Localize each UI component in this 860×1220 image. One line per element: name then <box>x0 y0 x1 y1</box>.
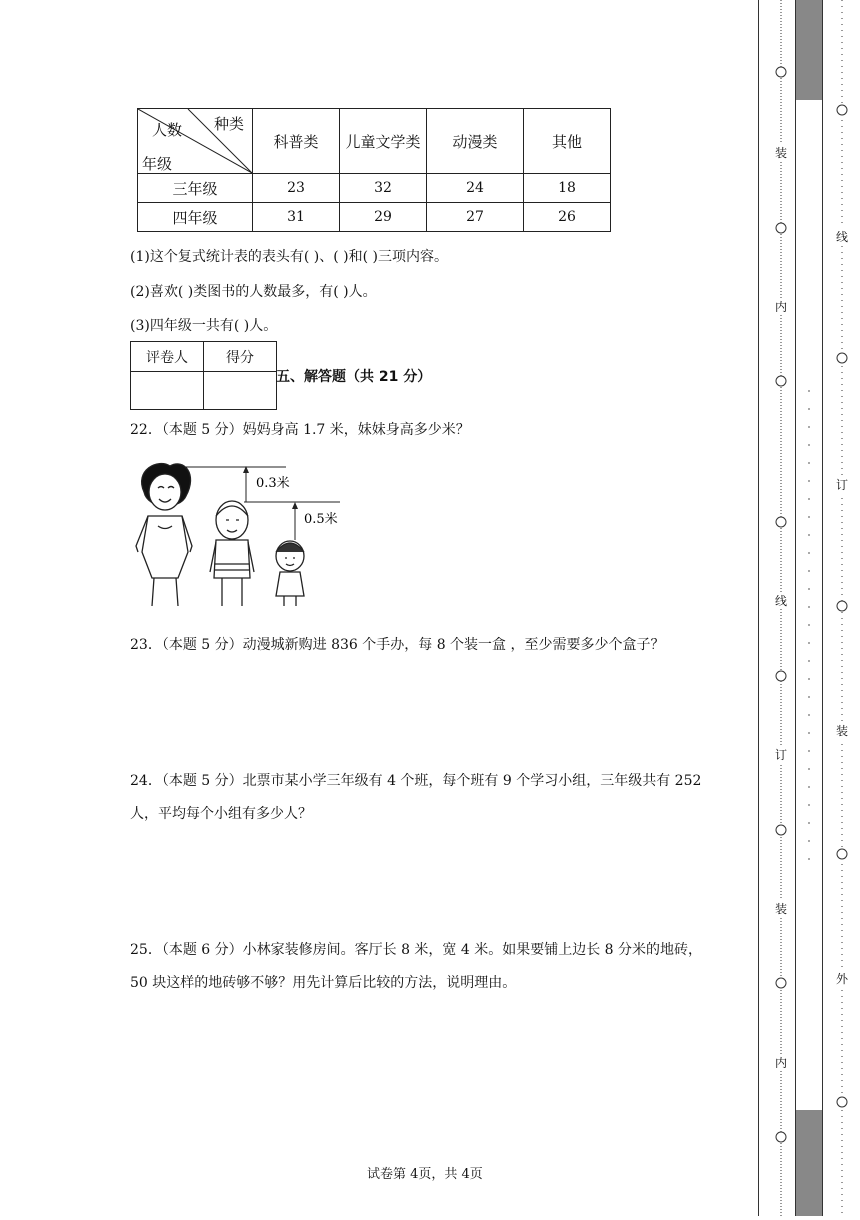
margin-char: 外 <box>836 972 849 986</box>
bar-dotted-line <box>796 0 822 1216</box>
margin-char: 线 <box>775 594 788 608</box>
height-diff-label-1: 0.3米 <box>256 476 290 491</box>
row-header: 三年级 <box>138 174 253 203</box>
binding-margin-outer <box>822 0 860 1216</box>
margin-char: 订 <box>836 478 849 492</box>
table-cell: 24 <box>427 174 524 203</box>
corner-label-count: 人数 <box>152 121 183 139</box>
outer-dotted-line <box>822 0 860 1216</box>
binding-margin-inner <box>758 0 795 1216</box>
question-21-part-2: (2)喜欢( )类图书的人数最多，有( )人。 <box>130 284 377 300</box>
table-cell: 29 <box>340 203 427 232</box>
margin-char: 线 <box>836 230 849 244</box>
corner-label-category: 种类 <box>214 115 245 133</box>
grader-reviewer-label: 评卷人 <box>131 342 204 372</box>
question-24-line-1: 24．（本题 5 分）北票市某小学三年级有 4 个班，每个班有 9 个学习小组，三年级共有 252 <box>130 773 702 789</box>
family-height-figure <box>128 460 358 612</box>
margin-char: 订 <box>775 748 788 762</box>
table-cell: 32 <box>340 174 427 203</box>
corner-label-grade: 年级 <box>142 155 173 173</box>
boy-figure <box>210 501 254 606</box>
column-header: 儿童文学类 <box>340 109 427 174</box>
question-21-part-3: (3)四年级一共有( )人。 <box>130 318 278 334</box>
margin-char: 装 <box>775 146 788 160</box>
margin-char: 装 <box>836 724 849 738</box>
column-header: 动漫类 <box>427 109 524 174</box>
table-corner-cell <box>138 109 253 174</box>
table-row <box>138 174 611 203</box>
table-cell: 23 <box>253 174 340 203</box>
table-cell: 18 <box>524 174 611 203</box>
margin-char: 装 <box>775 902 788 916</box>
question-25-line-2: 50 块这样的地砖够不够？用先计算后比较的方法，说明理由。 <box>130 975 517 991</box>
question-25-line-1: 25．（本题 6 分）小林家装修房间。客厅长 8 米，宽 4 米。如果要铺上边长 8 分米的地砖， <box>130 942 703 958</box>
question-21-part-1: (1)这个复式统计表的表头有( )、( )和( )三项内容。 <box>130 249 448 265</box>
margin-char: 内 <box>775 1056 788 1070</box>
height-diff-label-2: 0.5米 <box>304 512 338 527</box>
mother-figure <box>136 464 192 606</box>
question-24-line-2: 人，平均每个小组有多少人？ <box>130 806 312 822</box>
binding-margin-bar <box>795 0 823 1216</box>
grader-reviewer-box[interactable] <box>131 372 204 410</box>
girl-figure <box>276 541 304 606</box>
table-cell: 31 <box>253 203 340 232</box>
table-row <box>138 203 611 232</box>
column-header: 其他 <box>524 109 611 174</box>
page-footer: 试卷第 4页，共 4页 <box>367 1167 483 1182</box>
grader-table <box>130 341 277 410</box>
table-cell: 27 <box>427 203 524 232</box>
question-22: 22．（本题 5 分）妈妈身高 1.7 米，妹妹身高多少米？ <box>130 422 470 438</box>
section-5-title: 五、解答题（共 21 分） <box>276 369 432 385</box>
margin-char: 内 <box>775 300 788 314</box>
statistics-table <box>137 108 611 232</box>
question-23: 23．（本题 5 分）动漫城新购进 836 个手办，每 8 个装一盒 ，至少需要多少个盒子？ <box>130 637 665 653</box>
column-header: 科普类 <box>253 109 340 174</box>
table-cell: 26 <box>524 203 611 232</box>
grader-score-box[interactable] <box>204 372 277 410</box>
grader-score-label: 得分 <box>204 342 277 372</box>
row-header: 四年级 <box>138 203 253 232</box>
